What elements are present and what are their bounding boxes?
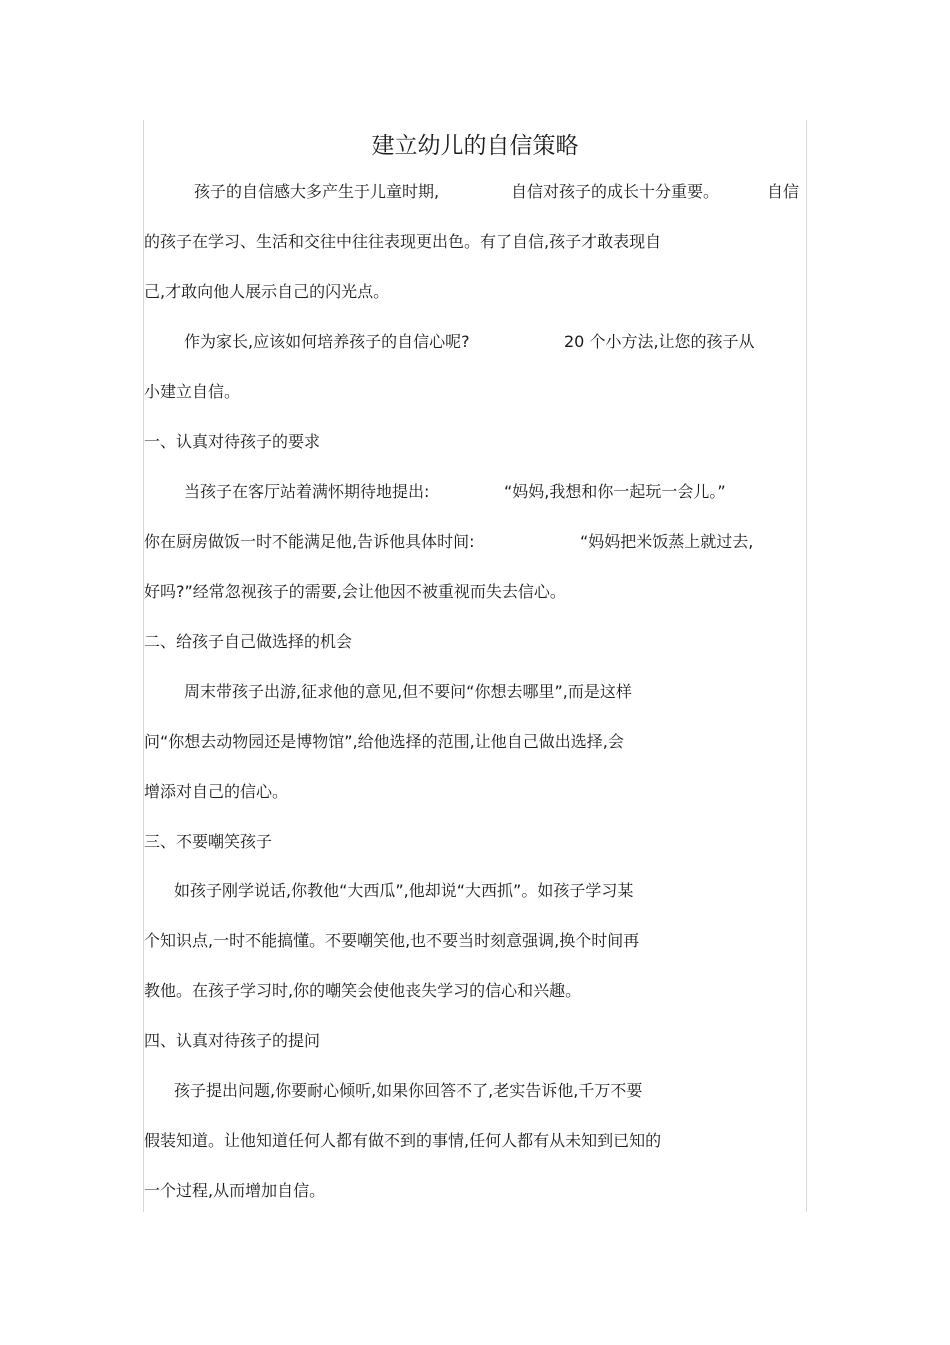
section4-line-3: 一个过程,从而增加自信。	[144, 1181, 326, 1200]
section4-line-1: 孩子提出问题,你要耐心倾听,如果你回答不了,老实告诉他,千万不要	[174, 1081, 643, 1100]
section1-text: “妈妈,我想和你一起玩一会儿。”	[504, 482, 726, 501]
section1-line-3: 好吗?”经常忽视孩子的需要,会让他因不被重视而失去信心。	[144, 582, 566, 601]
intro-text: 自信	[767, 182, 800, 201]
section2-line-2: 问“你想去动物园还是博物馆”,给他选择的范围,让他自己做出选择,会	[144, 732, 624, 751]
section3-line-2: 个知识点,一时不能搞懂。不要嘲笑他,也不要当时刻意强调,换个时间再	[144, 931, 640, 950]
section3-line-1: 如孩子刚学说话,你教他“大西瓜”,他却说“大西抓”。如孩子学习某	[174, 881, 634, 900]
section1-text: 你在厨房做饭一时不能满足他,告诉他具体时间:	[144, 532, 475, 551]
section1-text: 当孩子在客厅站着满怀期待地提出:	[184, 482, 430, 501]
intro-line-2: 的孩子在学习、生活和交往中往往表现更出色。有了自信,孩子才敢表现自	[144, 232, 662, 251]
intro-line-5: 小建立自信。	[144, 382, 241, 401]
section-heading-2: 二、给孩子自己做选择的机会	[144, 632, 353, 651]
section-heading-3: 三、不要嘲笑孩子	[144, 832, 273, 851]
intro-text: 20 个小方法,让您的孩子从	[564, 332, 755, 351]
section1-text: “妈妈把米饭蒸上就过去,	[580, 532, 754, 551]
page-border-right	[806, 120, 807, 1212]
section4-line-2: 假装知道。让他知道任何人都有做不到的事情,任何人都有从未知到已知的	[144, 1131, 662, 1150]
intro-text: 自信对孩子的成长十分重要。	[511, 182, 720, 201]
section-heading-4: 四、认真对待孩子的提问	[144, 1031, 321, 1050]
document-title: 建立幼儿的自信策略	[371, 133, 579, 159]
section2-line-3: 增添对自己的信心。	[144, 782, 289, 801]
section-heading-1: 一、认真对待孩子的要求	[144, 432, 321, 451]
intro-text: 作为家长,应该如何培养孩子的自信心呢?	[184, 332, 470, 351]
intro-text: 孩子的自信感大多产生于儿童时期,	[194, 182, 440, 201]
section3-line-3: 教他。在孩子学习时,你的嘲笑会使他丧失学习的信心和兴趣。	[144, 981, 582, 1000]
intro-line-3: 己,才敢向他人展示自己的闪光点。	[144, 282, 390, 301]
section2-line-1: 周末带孩子出游,征求他的意见,但不要问“你想去哪里”,而是这样	[184, 682, 632, 701]
